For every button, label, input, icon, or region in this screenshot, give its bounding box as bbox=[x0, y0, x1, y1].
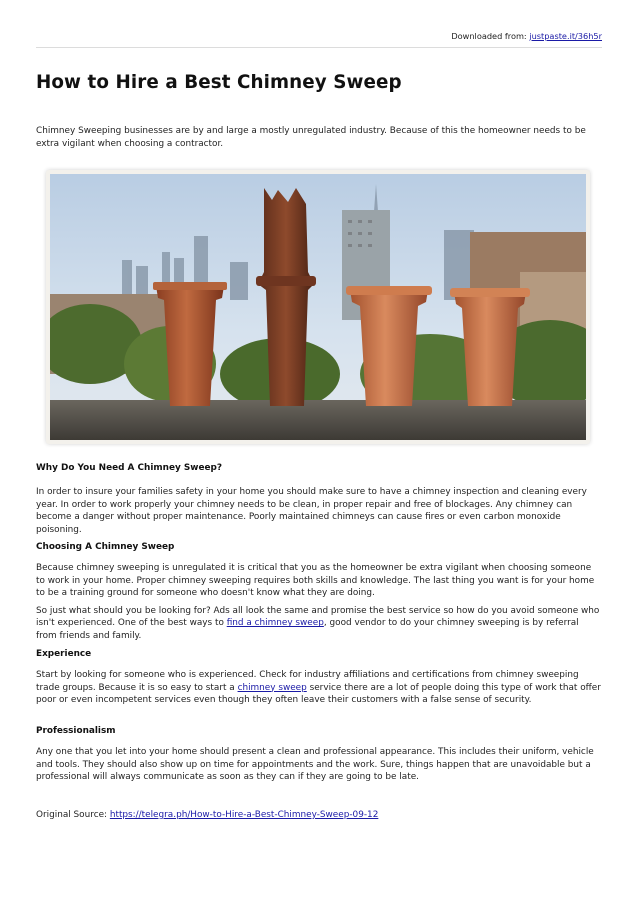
professionalism-heading: Professionalism bbox=[36, 726, 116, 736]
lookfor-text-after: , good vendor to do your chimney sweeping is by referral from friends and family. bbox=[36, 618, 579, 641]
article-image bbox=[46, 170, 590, 444]
section-choosing bbox=[36, 541, 602, 643]
why-paragraph: In order to insure your families safety in your home you should make sure to have a chimney inspection and cleaning every year. In order to work properly your chimney needs to be clean, in proper repair and free of blockages. Any chimney can become a danger without proper maintenance. Poorly maintained chimneys can cause fires or even carbon monoxide poisoning. bbox=[36, 487, 587, 535]
page-title: How to Hire a Best Chimney Sweep bbox=[36, 72, 402, 93]
source-line bbox=[36, 809, 602, 822]
photo-chimney-pots-icon bbox=[50, 174, 586, 440]
experience-text-after: service there are a lot of people doing this type of work that offer poor or even incompetent services even though they often leave their customers with a false sense of security. bbox=[36, 682, 601, 706]
lookfor-text-before: So just what should you be looking for? Ads all look the same and promise the best service so how do you avoid someone who isn't experienced. One of the best ways to bbox=[36, 605, 600, 629]
experience-text-before: Start by looking for someone who is experienced. Check for industry affiliations and certifications from chimney sweeping trade groups. Because it is so easy to start a bbox=[36, 670, 579, 693]
section-experience bbox=[36, 648, 602, 707]
footer-source bbox=[36, 809, 602, 822]
find-chimney-sweep-link[interactable]: find a chimney sweep bbox=[226, 618, 324, 629]
article-header bbox=[36, 72, 602, 150]
lookfor-paragraph bbox=[36, 605, 602, 643]
download-source bbox=[451, 31, 602, 41]
download-link[interactable]: justpaste.it/36h5r bbox=[529, 31, 602, 41]
why-heading: Why Do You Need A Chimney Sweep? bbox=[36, 463, 222, 473]
professionalism-paragraph: Any one that you let into your home should present a clean and professional appearance. This includes their uniform, vehicle and tools. They should also show up on time for appointments and the work. Sure, things happen that are unavoidable but a professional will always communicate as soon as they can if they are going to be late. bbox=[36, 747, 594, 783]
section-professionalism bbox=[36, 725, 602, 784]
experience-heading: Experience bbox=[36, 649, 92, 659]
image-frame bbox=[46, 170, 590, 444]
header-divider bbox=[36, 47, 602, 48]
choosing-heading: Choosing A Chimney Sweep bbox=[36, 542, 175, 552]
experience-paragraph bbox=[36, 669, 602, 707]
chimney-sweep-link[interactable]: chimney sweep bbox=[237, 682, 307, 693]
source-label: Original Source: bbox=[36, 810, 110, 820]
original-source-link[interactable]: https://telegra.ph/How-to-Hire-a-Best-Chimney-Sweep-09-12 bbox=[109, 810, 379, 820]
download-prefix: Downloaded from: bbox=[451, 31, 530, 41]
choosing-paragraph: Because chimney sweeping is unregulated it is critical that you as the homeowner be extra vigilant when choosing someone to work in your home. Proper chimney sweeping requires both skills and knowledge. The last thing you want is for your home to be a training ground for someone who doesn't know what they are doing. bbox=[36, 563, 595, 599]
section-why bbox=[36, 462, 602, 536]
intro-paragraph: Chimney Sweeping businesses are by and large a mostly unregulated industry. Because of this the homeowner needs to be extra vigilant when choosing a contractor. bbox=[36, 126, 586, 149]
